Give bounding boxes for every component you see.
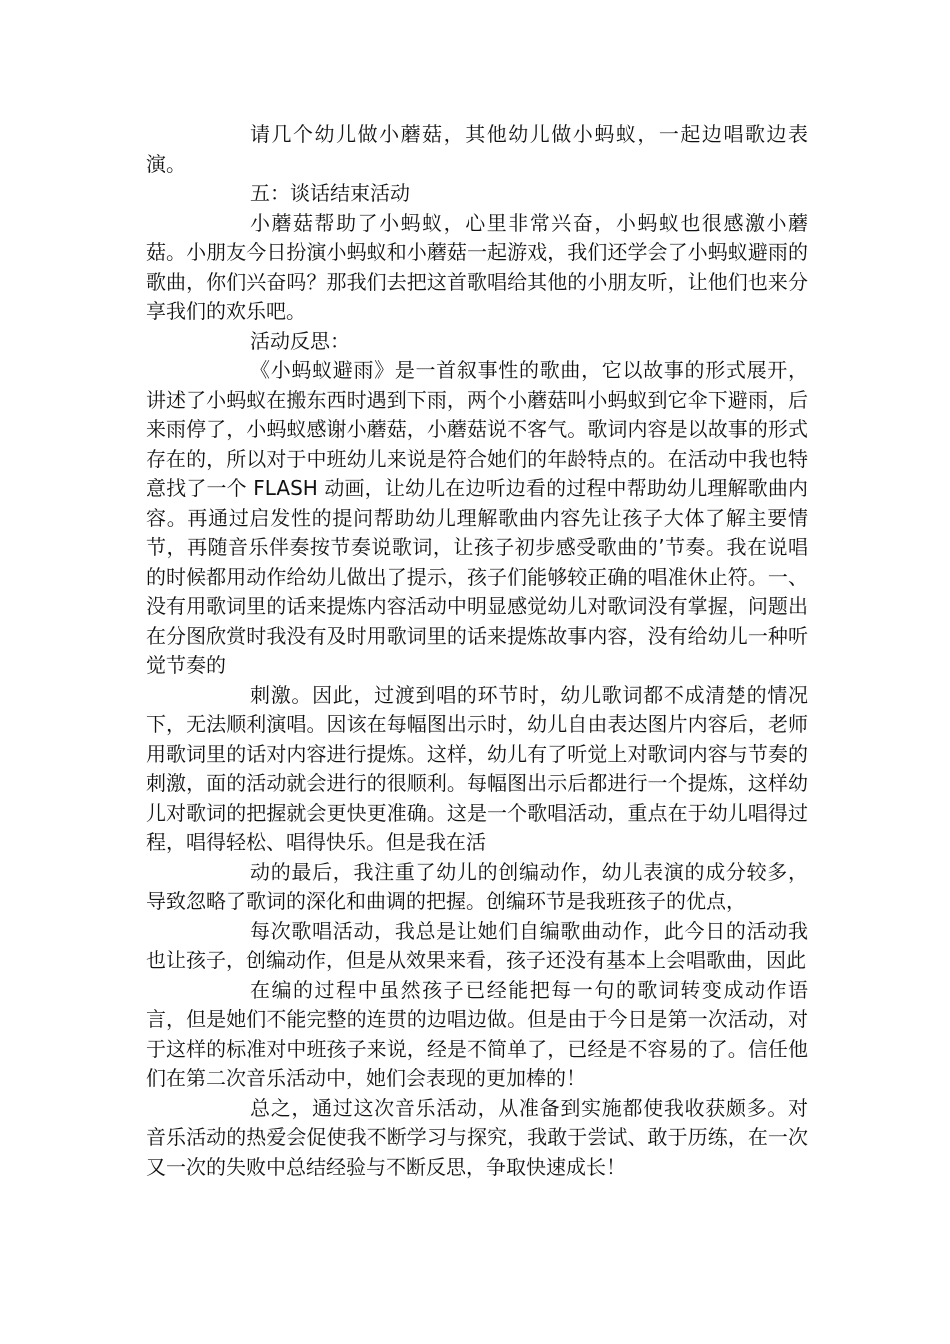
document-body: [146, 120, 808, 1182]
section-heading-closing: 五：谈话结束活动: [250, 181, 410, 205]
paragraph-reflection-choreography: 动的最后，我注重了幼儿的创编动作，幼儿表演的成分较多，导致忽略了歌词的深化和曲调的把握。创编环节是我班孩子的优点，: [146, 859, 808, 913]
paragraph-reflection-actions: 在编的过程中虽然孩子已经能把每一句的歌词转变成动作语言，但是她们不能完整的连贯的边唱边做。但是由于今日是第一次活动，对于这样的标准对中班孩子来说，经是不简单了，已经是不容易的了。信任他们在第二次音乐活动中，她们会表现的更加棒的！: [146, 977, 808, 1090]
paragraph-reflection-song: 《小蚂蚁避雨》是一首叙事性的歌曲，它以故事的形式展开，讲述了小蚂蚁在搬东西时遇到下雨，两个小蘑菇叫小蚂蚁到它伞下避雨，后来雨停了，小蚂蚁感谢小蘑菇，小蘑菇说不客气。歌词内容是以故事的形式存在的，所以对于中班幼儿来说是符合她们的年龄特点的。在活动中我也特意找了一个 FLASH 动画，让幼儿在边听边看的过程中帮助幼儿理解歌曲内容。再通过启发性的提问帮助幼儿理解歌曲内容先让孩子大体了解主要情节，再随音乐伴奏按节奏说歌词，让孩子初步感受歌曲的’节奏。我在说唱的时候都用动作给幼儿做出了提示，孩子们能够较正确的唱准休止符。一、没有用歌词里的话来提炼内容活动中明显感觉幼儿对歌词没有掌握，问题出在分图欣赏时我没有及时用歌词里的话来提炼故事内容，没有给幼儿一种听觉节奏的: [146, 358, 808, 677]
paragraph-performance: 请几个幼儿做小蘑菇，其他幼儿做小蚂蚁，一起边唱歌边表演。: [146, 122, 808, 176]
paragraph-reflection-stimulus: 刺激。因此，过渡到唱的环节时，幼儿歌词都不成清楚的情况下，无法顺利演唱。因该在每幅图出示时，幼儿自由表达图片内容后，老师用歌词里的话对内容进行提炼。这样，幼儿有了听觉上对歌词内容与节奏的刺激，面的活动就会进行的很顺利。每幅图出示后都进行一个提炼，这样幼儿对歌词的把握就会更快更准确。这是一个歌唱活动，重点在于幼儿唱得过程，唱得轻松、唱得快乐。但是我在活: [146, 682, 808, 854]
paragraph-summary: 总之，通过这次音乐活动，从准备到实施都使我收获颇多。对音乐活动的热爱会促使我不断学习与探究，我敢于尝试、敢于历练，在一次又一次的失败中总结经验与不断反思，争取快速成长！: [146, 1095, 808, 1179]
section-heading-reflection: 活动反思：: [250, 328, 350, 353]
paragraph-reflection-singing: 每次歌唱活动，我总是让她们自编歌曲动作，此今日的活动我也让孩子，创编动作，但是从效果来看，孩子还没有基本上会唱歌曲，因此: [146, 918, 808, 972]
paragraph-closing-talk: 小蘑菇帮助了小蚂蚁，心里非常兴奋，小蚂蚁也很感激小蘑菇。小朋友今日扮演小蚂蚁和小蘑菇一起游戏，我们还学会了小蚂蚁避雨的歌曲，你们兴奋吗？那我们去把这首歌唱给其他的小朋友听，让他们也来分享我们的欢乐吧。: [146, 210, 808, 323]
